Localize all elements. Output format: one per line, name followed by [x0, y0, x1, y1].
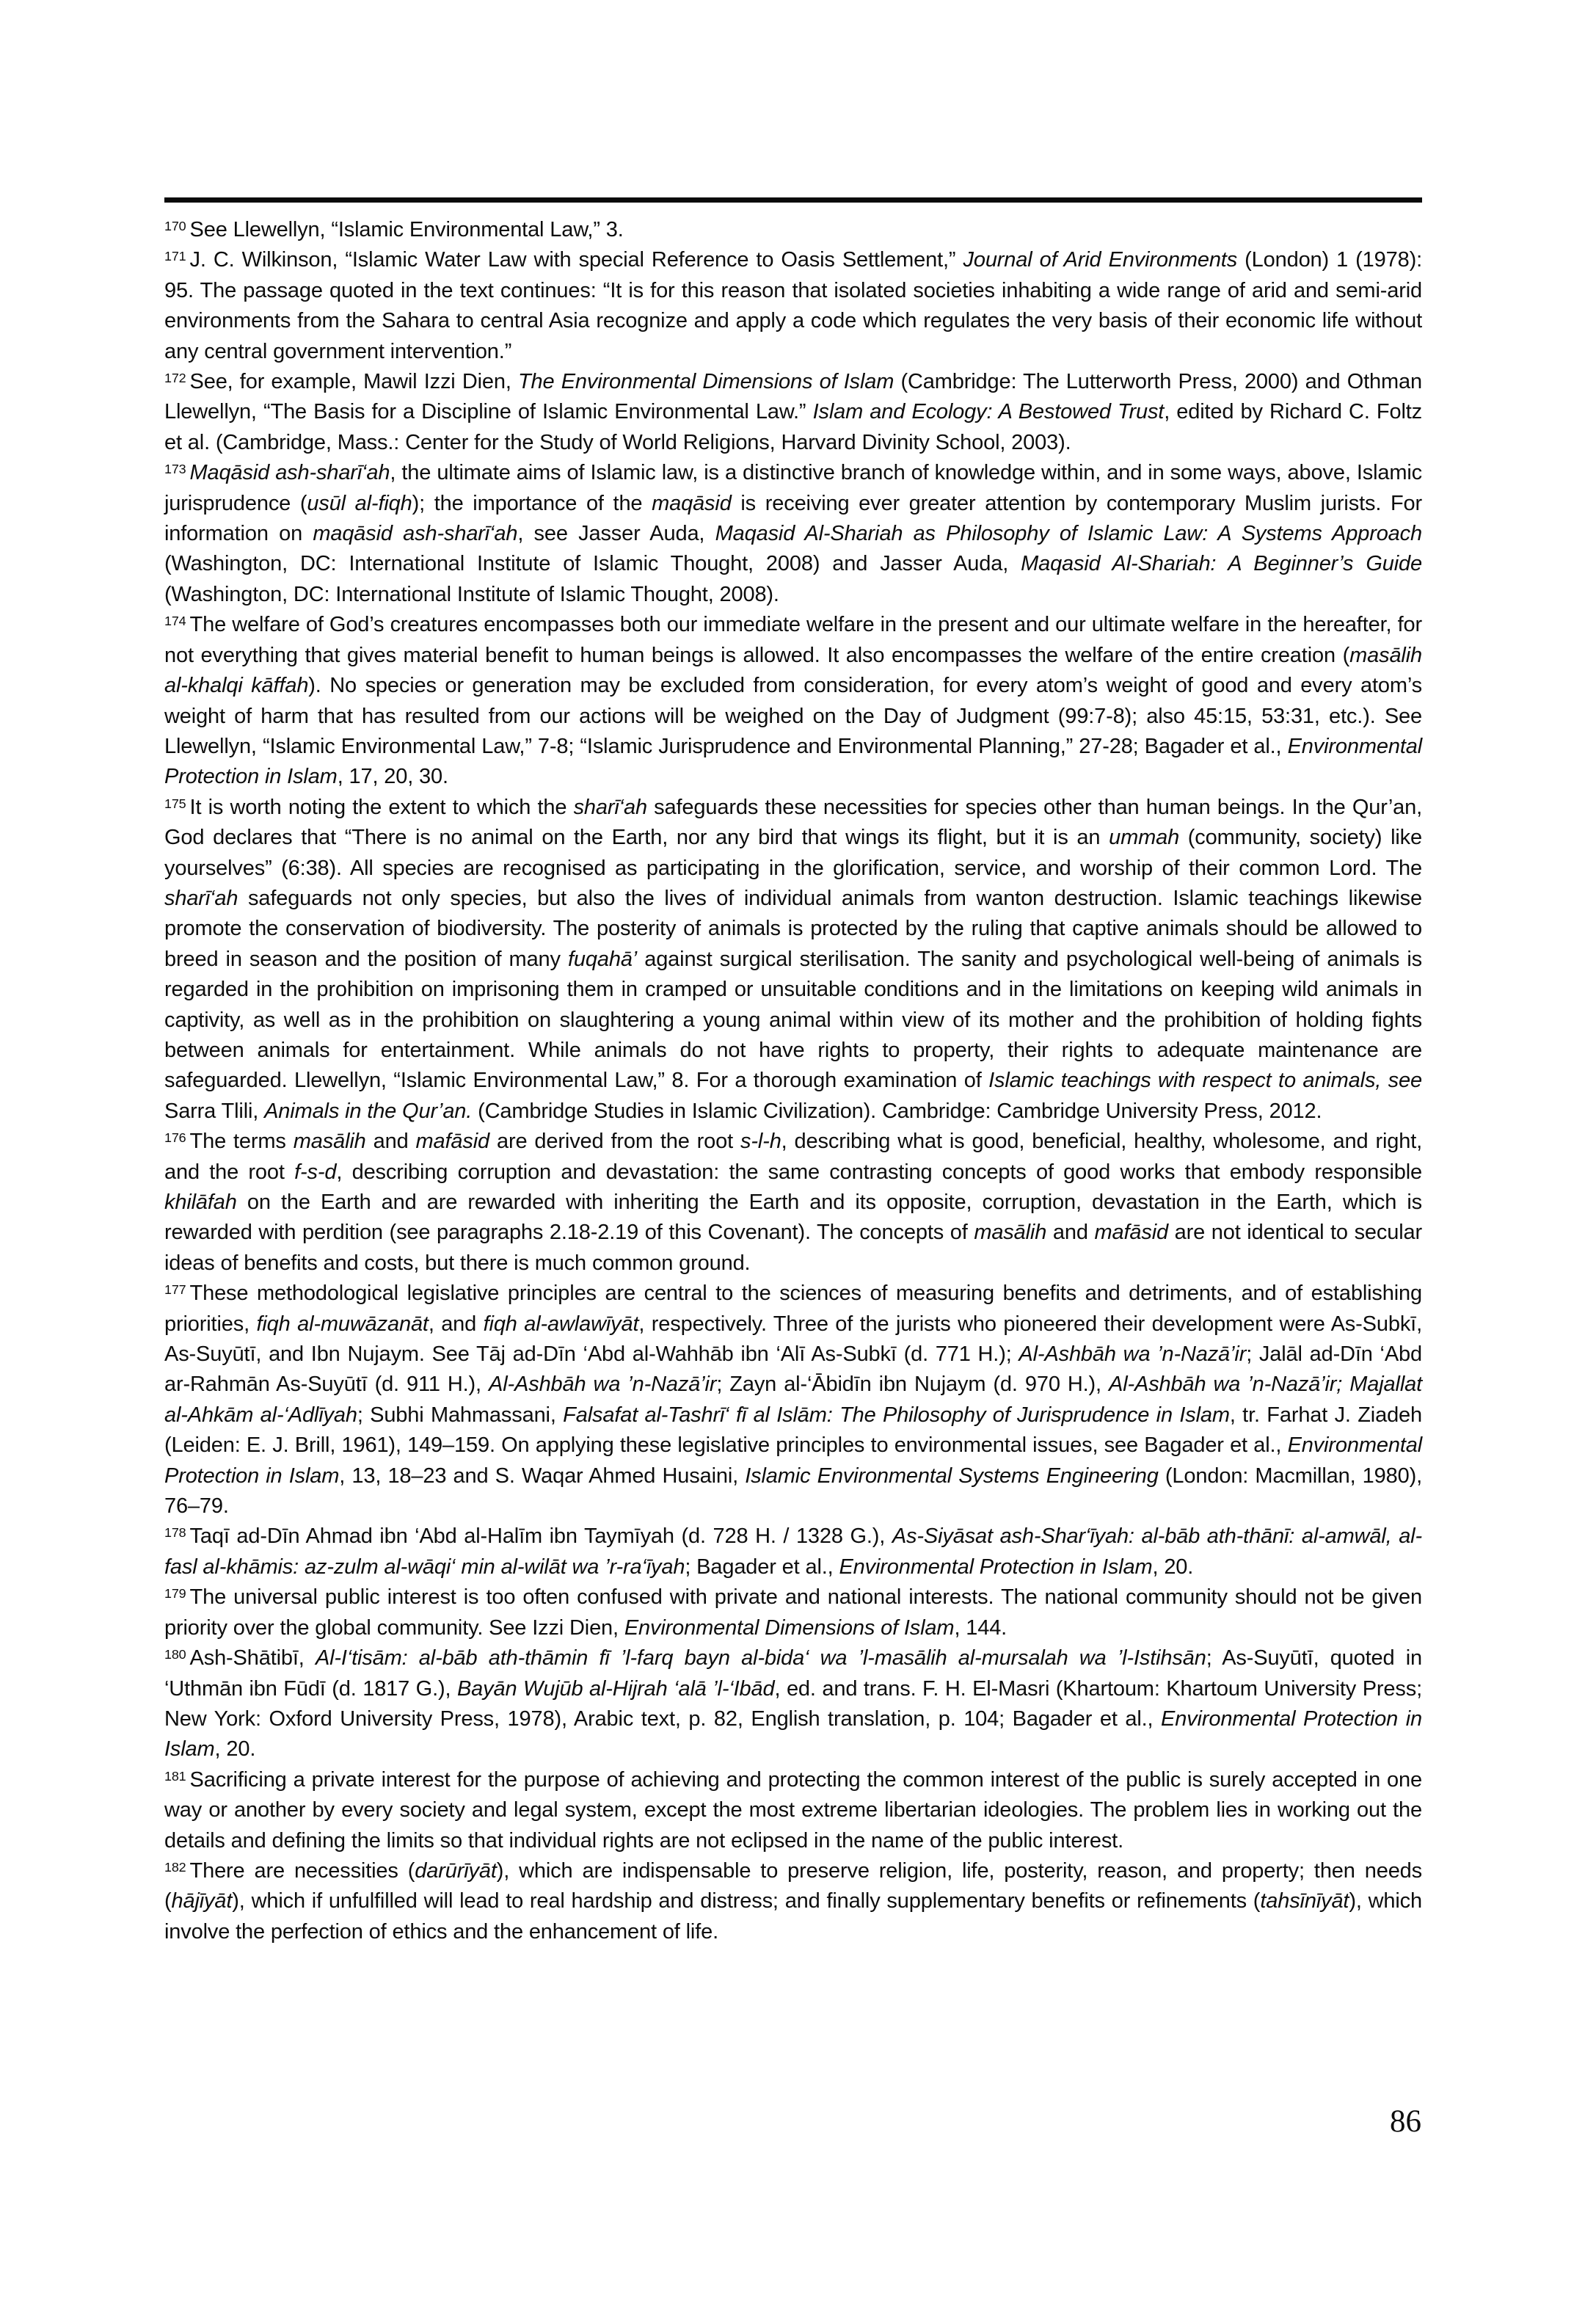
text-run: ; Zayn al-‘Ābidīn ibn Nujaym (d. 970 H.),	[716, 1373, 1109, 1397]
italic-text-run: Journal of Arid Environments	[963, 248, 1238, 272]
italic-text-run: sharī‘ah	[573, 795, 647, 819]
text-run: , 13, 18–23 and S. Waqar Ahmed Husaini,	[339, 1464, 746, 1488]
italic-text-run: s-l-h	[740, 1130, 781, 1154]
text-run: ). No species or generation may be excluded from consideration, for every atom’s weight of good and every atom’s weight of harm that has resulted from our actions will be weighed on the Day of Judgment (99:7-8); also 45:15, 53:31, etc.). See Llewellyn, “Islamic Environmental Law,” 7-8; “Islamic Jurisprudence and Environmental Planning,” 27-28; Bagader et al.,	[164, 674, 1423, 758]
italic-text-run: Environmental Protection in Islam	[164, 734, 1422, 789]
text-run: ; Jalāl ad-Dīn ‘Abd ar-Rahmān As-Suyūtī (d. 911 H.),	[164, 1342, 1422, 1397]
footnote-171	[164, 245, 1422, 367]
text-run: (London: Macmillan, 1980), 76–79.	[164, 1464, 1423, 1519]
footnote-170	[164, 215, 1422, 245]
text-run: , describing corruption and devastation: the same contrasting concepts of good works that embody responsible	[336, 1160, 1422, 1184]
footnote-180	[164, 1643, 1422, 1765]
footnote-number: 182	[164, 1859, 186, 1875]
footnote-176	[164, 1127, 1422, 1279]
italic-text-run: As-Siyāsat ash-Shar‘īyah: al-bāb ath-thānī: al-amwāl, al-fasl al-khāmis: az-zulm al-wāqi‘ min al-wilāt wa ’r-ra‘īyah	[164, 1524, 1422, 1579]
italic-text-run: ummah	[1109, 826, 1180, 850]
text-run: , ed. and trans. F. H. El-Masri (Khartoum: Khartoum University Press; New York: Oxford University Press, 1978), Arabic text, p. 82, English translation, p. 104; Bagader et al.,	[164, 1676, 1422, 1731]
italic-text-run: usūl al-fiqh	[307, 491, 412, 515]
italic-text-run: Islamic Environmental Systems Engineering	[745, 1464, 1159, 1488]
text-run: and	[365, 1130, 416, 1154]
footnote-177	[164, 1279, 1422, 1522]
text-run: , 20.	[214, 1737, 256, 1762]
footnote-179	[164, 1582, 1422, 1643]
text-run: safeguards not only species, but also the lives of individual animals from wanton destruction. Islamic teachings likewise promote the conservation of biodiversity. The posterity of animals is protected by the ruling that captive animals should be allowed to breed in season and the position of many	[164, 886, 1422, 971]
footnote-number: 171	[164, 249, 186, 264]
footnote-number: 173	[164, 462, 186, 477]
text-run: It is worth noting the extent to which the	[189, 795, 574, 819]
text-run: are derived from the root	[489, 1130, 741, 1154]
italic-text-run: masālih	[293, 1130, 366, 1154]
italic-text-run: Maqasid Al-Shariah: A Beginner’s Guide	[1021, 552, 1422, 576]
text-run: on the Earth and are rewarded with inheriting the Earth and its opposite, corruption, devastation in the Earth, which is rewarded with perdition (see paragraphs 2.18-2.19 of this Covenant). The concepts of	[164, 1190, 1422, 1245]
footnote-number: 180	[164, 1647, 186, 1662]
footnote-number: 181	[164, 1768, 186, 1784]
text-run: Sacrificing a private interest for the purpose of achieving and protecting the common interest of the public is surely accepted in one way or another by every society and legal system, except the most extreme libertarian ideologies. The problem lies in working out the details and defining the limits so that individual rights are not eclipsed in the name of the public interest.	[164, 1767, 1422, 1853]
text-run: Ash-Shātibī,	[189, 1646, 316, 1671]
text-run: , 17, 20, 30.	[337, 765, 448, 789]
text-run: Taqī ad-Dīn Ahmad ibn ‘Abd al-Halīm ibn Taymīyah (d. 728 H. / 1328 G.),	[189, 1524, 892, 1549]
italic-text-run: Maqasid Al-Shariah as Philosophy of Islamic Law: A Systems Approach	[715, 522, 1422, 546]
italic-text-run: Falsafat al-Tashrī‘ fī al Islām: The Philosophy of Jurisprudence in Islam	[563, 1403, 1230, 1427]
footnote-172	[164, 367, 1422, 458]
italic-text-run: darūrīyāt	[415, 1858, 497, 1883]
italic-text-run: fiqh al-muwāzanāt	[256, 1312, 429, 1336]
footnote-173	[164, 458, 1422, 610]
text-run: ; Bagader et al.,	[685, 1555, 839, 1579]
footnote-separator-rule	[164, 197, 1422, 203]
page-number: 86	[1390, 2104, 1421, 2139]
text-run: , and	[428, 1312, 484, 1336]
italic-text-run: khilāfah	[164, 1190, 237, 1214]
italic-text-run: Environmental Protection in Islam	[839, 1555, 1153, 1579]
text-run: are not identical to secular ideas of benefits and costs, but there is much common ground.	[164, 1221, 1423, 1275]
text-run: The terms	[189, 1130, 294, 1154]
text-run: , 20.	[1152, 1555, 1194, 1579]
text-run: (Washington, DC: International Institute of Islamic Thought, 2008) and Jasser Auda,	[164, 552, 1021, 576]
text-run: (community, society) like yourselves” (6:38). All species are recognised as participating in the glorification, service, and worship of their common Lord. The	[164, 826, 1422, 880]
italic-text-run: Al-I‘tisām: al-bāb ath-thāmin fī ’l-farq bayn al-bida‘ wa ’l-masālih al-mursalah wa ’l-Istihsān	[315, 1646, 1206, 1671]
footnote-175	[164, 793, 1422, 1127]
text-run: , tr. Farhat J. Ziadeh (Leiden: E. J. Brill, 1961), 149–159. On applying these legislative principles to environmental issues, see Bagader et al.,	[164, 1403, 1423, 1458]
text-run: (Cambridge: The Lutterworth Press, 2000) and Othman Llewellyn, “The Basis for a Discipline of Islamic Environmental Law.”	[164, 370, 1422, 424]
text-run: See Llewellyn, “Islamic Environmental Law,” 3.	[189, 218, 624, 241]
italic-text-run: Al-Ashbāh wa ’n-Nazā’ir; Majallat al-Ahkām al-‘Adlīyah	[164, 1373, 1422, 1427]
text-run: against surgical sterilisation. The sanity and psychological well-being of animals is regarded in the prohibition on imprisoning them in cramped or unsuitable conditions and in the limitations on keeping wild animals in captivity, as well as in the prohibition on slaughtering a young animal within view of its mother and the prohibition of holding fights between animals for entertainment. While animals do not have rights to property, their rights to adequate maintenance are safeguarded. Llewellyn, “Islamic Environmental Law,” 8. For a thorough examination of	[164, 947, 1422, 1093]
text-run: ; Subhi Mahmassani,	[357, 1403, 564, 1427]
footnote-number: 172	[164, 370, 186, 385]
text-run: See, for example, Mawil Izzi Dien,	[189, 370, 518, 394]
italic-text-run: Islamic teachings with respect to animals, see	[988, 1069, 1422, 1093]
text-run: ), which are indispensable to preserve religion, life, posterity, reason, and property; then needs (	[164, 1858, 1422, 1913]
footnote-number: 176	[164, 1130, 186, 1146]
footnote-182	[164, 1856, 1422, 1947]
footnote-number: 179	[164, 1586, 186, 1602]
italic-text-run: Islam and Ecology: A Bestowed Trust	[812, 400, 1165, 424]
text-run: ), which involve the perfection of ethics and the enhancement of life.	[164, 1889, 1423, 1944]
text-run: , see Jasser Auda,	[517, 522, 715, 546]
italic-text-run: tahsīnīyāt	[1260, 1889, 1349, 1913]
footnote-174	[164, 610, 1422, 792]
text-run: (Washington, DC: International Institute of Islamic Thought, 2008).	[164, 582, 779, 606]
text-run: ; As-Suyūtī, quoted in ‘Uthmān ibn Fūdī (d. 1817 G.),	[164, 1646, 1423, 1701]
italic-text-run: The Environmental Dimensions of Islam	[517, 370, 894, 394]
italic-text-run: maqāsid ash-sharī‘ah	[313, 522, 518, 546]
text-run: , edited by Richard C. Foltz et al. (Cambridge, Mass.: Center for the Study of World Religions, Harvard Divinity School, 2003).	[164, 400, 1423, 454]
italic-text-run: Al-Ashbāh wa ’n-Nazā’ir	[489, 1373, 717, 1397]
text-run: The welfare of God’s creatures encompasses both our immediate welfare in the present and our ultimate welfare in the hereafter, for not everything that gives material benefit to human beings is allowed. It also encompasses the welfare of the entire creation (	[164, 613, 1422, 667]
text-run: and	[1046, 1221, 1095, 1245]
text-run: ), which if unfulfilled will lead to real hardship and distress; and finally supplementary benefits or refinements (	[232, 1889, 1261, 1913]
italic-text-run: mafāsid	[415, 1130, 490, 1154]
text-run: safeguards these necessities for species other than human beings. In the Qur’an, God declares that “There is no animal on the Earth, nor any bird that wings its flight, but it is an	[164, 795, 1422, 850]
italic-text-run: Maqāsid ash-sharī‘ah	[189, 461, 390, 485]
footnote-number: 177	[164, 1282, 186, 1298]
italic-text-run: Bayān Wujūb al-Hijrah ‘alā ’l-‘Ibād	[456, 1676, 775, 1701]
italic-text-run: masālih al-khalqi kāffah	[164, 643, 1422, 698]
footnote-number: 174	[164, 614, 186, 629]
footnote-number: 170	[164, 218, 186, 233]
text-run: , describing what is good, beneficial, healthy, wholesome, and right, and the root	[164, 1130, 1423, 1184]
italic-text-run: maqāsid	[652, 491, 732, 515]
text-run: , 144.	[954, 1615, 1007, 1640]
text-run: Sarra Tlili,	[164, 1099, 265, 1123]
text-run: The universal public interest is too often confused with private and national interests. The national community should not be given priority over the global community. See Izzi Dien,	[164, 1585, 1422, 1640]
footnote-181	[164, 1765, 1422, 1856]
footnote-178	[164, 1522, 1422, 1582]
text-run: ); the importance of the	[412, 491, 652, 515]
italic-text-run: Environmental Dimensions of Islam	[624, 1615, 955, 1640]
text-run: There are necessities (	[189, 1858, 415, 1883]
italic-text-run: Animals in the Qur’an.	[264, 1099, 473, 1123]
italic-text-run: fiqh al-awlawīyāt	[483, 1312, 639, 1336]
text-run: is receiving ever greater attention by contemporary Muslim jurists. For information on	[164, 491, 1422, 546]
italic-text-run: Environmental Protection in Islam	[164, 1706, 1423, 1762]
italic-text-run: mafāsid	[1094, 1221, 1168, 1245]
italic-text-run: Environmental Protection in Islam	[164, 1433, 1422, 1488]
italic-text-run: masālih	[974, 1221, 1047, 1245]
italic-text-run: Al-Ashbāh wa ’n-Nazā’ir	[1019, 1342, 1247, 1367]
footnotes-section	[164, 215, 1422, 1947]
text-run: J. C. Wilkinson, “Islamic Water Law with special Reference to Oasis Settlement,”	[189, 248, 963, 272]
italic-text-run: sharī‘ah	[164, 886, 238, 910]
text-run: (London) 1 (1978): 95. The passage quoted in the text continues: “It is for this reason that isolated societies inhabiting a wide range of arid and semi-arid environments from the Sahara to central Asia recognize and apply a code which regulates the very basis of their economic life without any central government intervention.”	[164, 248, 1423, 363]
footnote-number: 178	[164, 1525, 186, 1541]
text-run: , respectively. Three of the jurists who pioneered their development were As-Subkī, As-Suyūtī, and Ibn Nujaym. See Tāj ad-Dīn ‘Abd al-Wahhāb ibn ‘Alī As-Subkī (d. 771 H.);	[164, 1312, 1422, 1367]
italic-text-run: f-s-d	[294, 1160, 337, 1184]
italic-text-run: fuqahā’	[568, 947, 638, 971]
text-run: These methodological legislative principles are central to the sciences of measuring benefits and detriments, and of establishing priorities,	[164, 1282, 1422, 1336]
footnote-number: 175	[164, 796, 186, 811]
text-run: , the ultimate aims of Islamic law, is a distinctive branch of knowledge within, and in some ways, above, Islamic jurisprudence (	[164, 461, 1422, 515]
footnote-area	[164, 197, 1422, 1947]
text-run: (Cambridge Studies in Islamic Civilization). Cambridge: Cambridge University Press, 2012.	[472, 1099, 1322, 1123]
italic-text-run: hājīyāt	[171, 1889, 233, 1913]
